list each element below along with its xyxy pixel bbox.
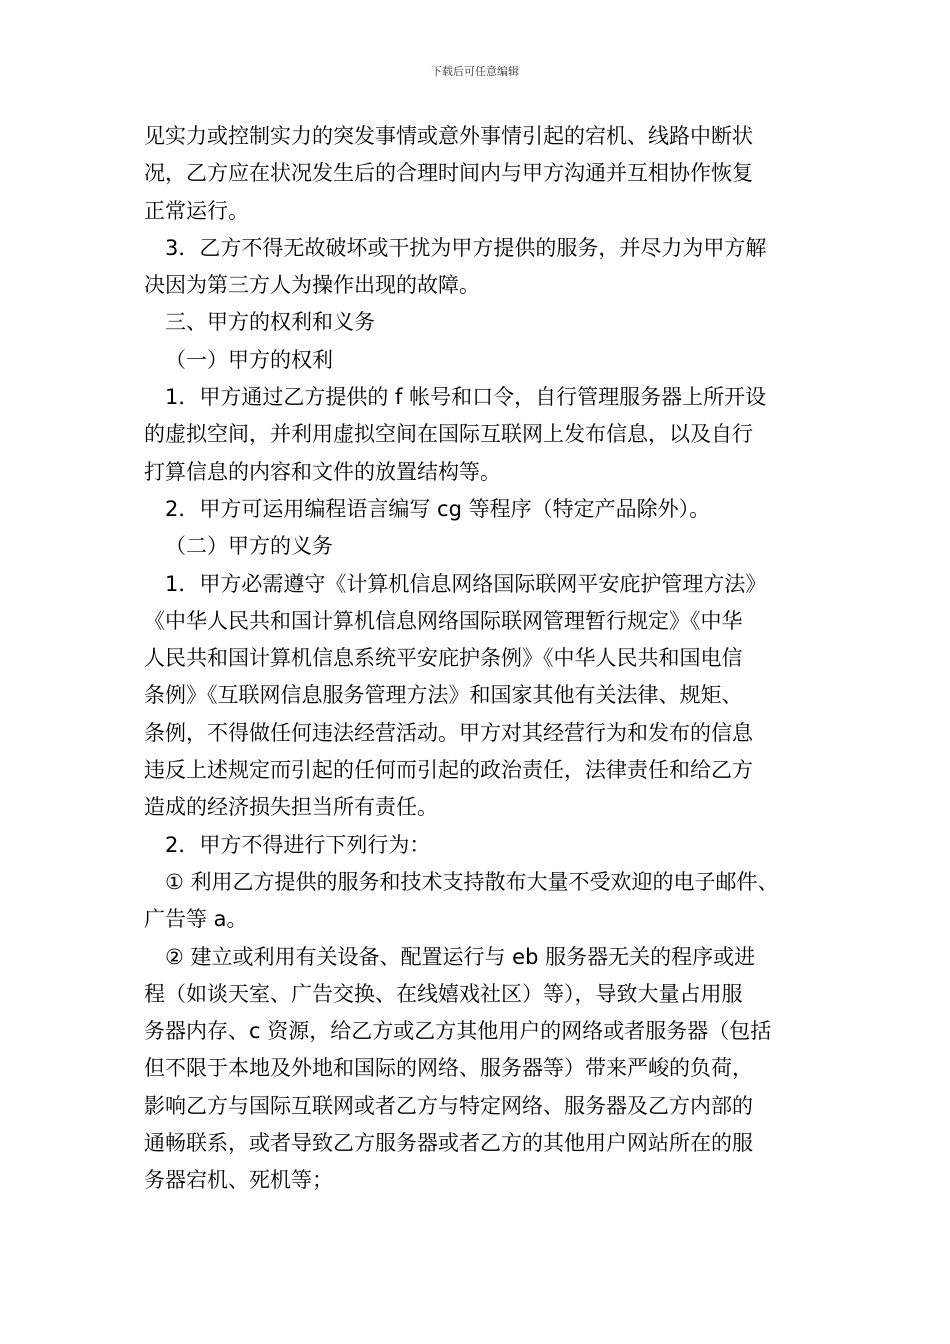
body-line: 条例，不得做任何违法经营活动。甲方对其经营行为和发布的信息 [144,720,753,745]
list-item: ① 利用乙方提供的服务和技术支持散布大量不受欢迎的电子邮件、 [165,869,779,894]
body-line: 广告等 a。 [144,907,248,932]
body-line: 通畅联系，或者导致乙方服务器或者乙方的其他用户网站所在的服 [144,1131,753,1156]
body-line: 2．甲方不得进行下列行为： [165,832,431,857]
body-line: 正常运行。 [144,198,249,223]
body-line: 况，乙方应在状况发生后的合理时间内与甲方沟通并互相协作恢复 [144,161,753,186]
body-line: 2．甲方可运用编程语言编写 cg 等程序（特定产品除外）。 [165,496,711,521]
body-line: 决因为第三方人为操作出现的故障。 [144,273,480,298]
body-line: 见实力或控制实力的突发事情或意外事情引起的宕机、线路中断状 [144,124,753,148]
body-line: 违反上述规定而引起的任何而引起的政治责任，法律责任和给乙方 [144,758,753,783]
body-line: 的虚拟空间，并利用虚拟空间在国际互联网上发布信息，以及自行 [144,422,753,447]
body-line: 打算信息的内容和文件的放置结构等。 [144,459,501,484]
body-line: 但不限于本地及外地和国际的网络、服务器等）带来严峻的负荷， [144,1056,753,1081]
body-line: 《中华人民共和国计算机信息网络国际联网管理暂行规定》《中华 [144,608,743,633]
body-line: 1．甲方通过乙方提供的 f 帐号和口令，自行管理服务器上所开设 [165,385,767,410]
body-line: 3．乙方不得无故破坏或干扰为甲方提供的服务，并尽力为甲方解 [165,235,767,260]
body-line: 影响乙方与国际互联网或者乙方与特定网络、服务器及乙方内部的 [144,1093,753,1118]
body-line: 人民共和国计算机信息系统平安庇护条例》《中华人民共和国电信 [144,646,743,671]
subsection-heading: （一）甲方的权利 [165,347,333,372]
subsection-heading: （二）甲方的义务 [165,534,333,559]
body-line: 造成的经济损失担当所有责任。 [144,795,438,820]
body-line: 务器内存、c 资源，给乙方或乙方其他用户的网络或者服务器（包括 [144,1019,772,1044]
body-line: 1．甲方必需遵守《计算机信息网络国际联网平安庇护管理方法》 [165,571,767,596]
page-header: 下载后可任意编辑 [431,65,519,78]
list-item: ② 建立或利用有关设备、配置运行与 eb 服务器无关的程序或进 [165,944,756,969]
body-line: 程（如谈天室、广告交换、在线嬉戏社区）等），导致大量占用服 [144,981,743,1006]
document-body [144,118,816,1200]
body-line: 条例》《互联网信息服务管理方法》和国家其他有关法律、规矩、 [144,683,743,708]
section-heading: 三、甲方的权利和义务 [165,310,375,335]
body-line: 务器宕机、死机等； [144,1168,333,1193]
